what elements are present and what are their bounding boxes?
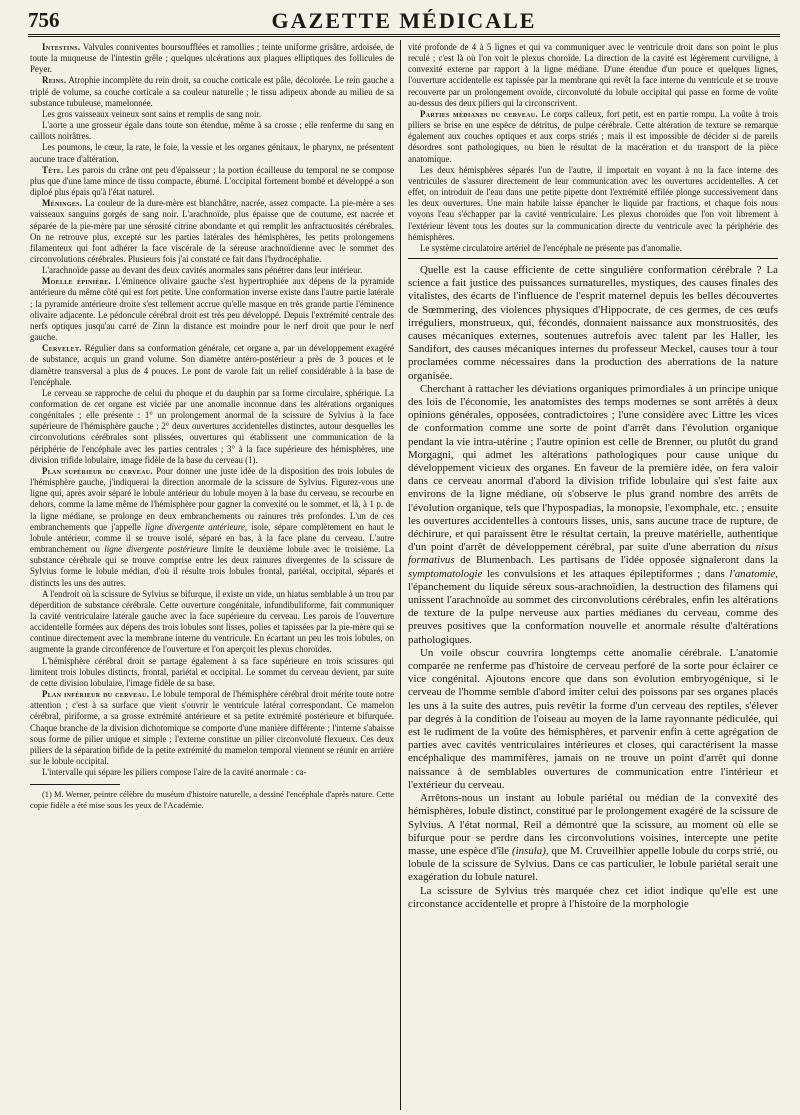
paragraph-text: de Blumenbach. Les partisans de l'idée opposée signaleront dans la [460,554,778,567]
italic-term: nisus formativus [408,541,778,567]
footnote: (1) M. Werner, peintre célèbre du muséum d'histoire naturelle, a dessiné l'encéphale d'après nature. Cette copie fidèle a été mise sous les yeux de l'Académie. [30,790,394,810]
paragraph: Un voile obscur couvrira longtemps cette anomalie cérébrale. L'anatomie comparée ne renferme pas d'histoire de cerveau perforé de la sorte pour éclairer ce vice congénital. Ajoutons encore que dans son évolution embryogénique, si le cerveau de l'homme semble d'abord imiter celui des poissons par ses organes placés les uns à la suite des autres, puis revêtir la forme d'un cerveau des reptiles, s'élever par degrés à la condition de l'oiseau au moyen de la lame rayonnante pédiculée, qui est le rudiment de la voûte des hémisphères, et parvenir enfin à cette agrégation de parties avec cavités ventriculaires intérieures et closes, qui caractérisent la masse encéphalique des mammifères, jamais on ne trouve un point d'arrêt qui donne naissance à de semblables ouvertures de communication entre l'intérieur et l'extérieur du cerveau. [408,646,778,791]
paragraph-text: isole, sépare complètement en haut le lobule antérieur, comme il se trouve isolé, séparé en bas, à la face plane du cerveau. L'autre embranchement ou [30,521,394,555]
italic-term: l'anatomie, [729,567,778,580]
paragraph [30,343,394,388]
journal-title: GAZETTE MÉDICALE [271,8,537,33]
paragraph: A l'endroit où la scissure de Sylvius se bifurque, il existe un vide, un hiatus semblable à un trou par déperdition de substance cérébrale. Cette ouverture congénitale, infundibuliforme, fait communiquer la cavité ventriculaire latérale gauche avec la face supérieure du cerveau. Les parois de l'ouverture accidentelle formées aux dépens des trois lobules sont lisses, polies et tapissées par la pie-mère qui se continue directement avec la membrane interne du ventricule. En écartant un peu les trois lobules, on augmente la grande circonférence de l'ouverture et l'on aperçoit les plexus choroïdes. [30,588,394,655]
paragraph: Les gros vaisseaux veineux sont sains et remplis de sang noir. [42,108,262,119]
italic-term: (insula), [512,844,549,857]
paragraph-text: Valvules conniventes boursoufflées et ramollies ; teinte uniforme grisâtre, ardoisée, de toute la muqueuse de l'intestin grêle ; quelques ulcérations aux plaques elliptiques des follicules de Peyer. [30,42,394,75]
paragraph: L'hémisphère cérébral droit se partage également à sa face supérieure en trois scissures qui limitent trois lobules distincts, frontal, pariétal et occipital. Le sommet du cerveau devient, par suite de cette division lobulaire, l'image fidèle de sa base. [30,655,394,688]
paragraph: vité profonde de 4 à 5 lignes et qui va communiquer avec le ventricule droit dans son point le plus reculé ; c'est là où l'on voit le plexus choroïde. La direction de la cavité est légèrement curviligne, à convexité externe par rapport à la ligne médiane. D'une étendue d'un pouce et quelques lignes, l'ouverture accidentelle est tapissée par la membrane qui revêt la face interne du ventricule et se trouve recouverte par un prolongement ovoïde, circonvoluté du lobule occipital qui passe en forme de voûte au-dessus des deux piliers qui la circonscrivent. [408,42,778,108]
paragraph-text: Les parois du crâne ont peu d'épaisseur ; la portion écailleuse du temporal ne se compose plus que d'une lame mince de tissu compacte, éburné. L'occipital fortement bombé et développé a son diploé plus épais qu'à l'état naturel. [30,164,394,198]
right-column [408,42,778,1112]
paragraph-text: Cherchant à rattacher les déviations organiques primordiales à un principe unique des lois de l'économie, les anatomistes des temps modernes se sont arrêtés à deux opinions générales, opposées, contradictoires ; l'une considère avec Littre les vices de conformation comme une sorte de point d'arrêt dans l'évolution organique pendant la vie intra-utérine ; l'autre opinion est celle de Brenner, ou plutôt du grand Morgagni, qui admet les altérations pathologiques pour cause unique du développement vicieux des organes. En faveur de la première idée, on fera valoir dans ce cerveau anormal d'abord la division trifide lobulaire qui s'est faite aux environs de la ligne médiane, où s'observe le plus grand nombre des arrêts de l'évolution organique, tels que l'hypospadias, la monopsie, l'exomphale, etc. ; ensuite les ouvertures accidentelles à contours lisses, unis, sans aucune trace de rupture, de déchirure, et qui paraissent être le résultat certain, la preuve matérielle, authentique d'un point d'arrêt de développement cérébral, par suite d'une aberration du [408,382,778,554]
paragraph [30,42,394,75]
paragraph-text: L'éminence olivaire gauche s'est hypertrophiée aux dépens de la pyramide antérieure du même côté qui est fort petite. Une conformation inverse existe dans l'autre partie latérale ; la pyramide antérieure droite s'est tellement accrue qu'elle masque en très grande partie l'éminence olivaire adjacente. Le pédoncule cérébral droit est très peu développé. Depuis l'extrémité centrale des nerfs optiques jusqu'au carré de Zinn la distance est moindre pour le nerf droit que pour le nerf gauche. [30,276,394,343]
paragraph-text: Arrêtons-nous un instant au lobule pariétal ou médian de la convexité des hémisphères, lobule distinct, constitué par le prolongement exagéré de la scissure de Sylvius. A l'état normal, Reil a démontré que la scissure, au moment où elle se bifurque pour se perdre dans les circonvolutions voisines, intercepte une petite masse, une espèce d'île [408,792,778,857]
paragraph: Le système circulatoire artériel de l'encéphale ne présente pas d'anomalie. [420,242,682,253]
section-label: Méninges. [42,198,83,209]
section-label: Parties médianes du cerveau. [420,108,538,119]
paragraph-text: les convulsions et les attaques épileptiformes ; dans [487,567,725,580]
paragraph: L'aorte a une grosseur égale dans toute son étendue, même à sa crosse ; elle renferme du sang en caillots noirâtres. [30,120,394,142]
italic-term: ligne divergente antérieure, [145,521,248,532]
section-label: Cervelet. [42,343,82,354]
paragraph-text: que M. Cruveilhier appelle lobule du corps strié, ou lobule de la scissure de Sylvius. Dans ce cas particulier, le lobule pariétal serait une exagération du lobule naturel. [408,844,778,884]
paragraph: L'intervalle qui sépare les piliers compose l'aire de la cavité anormale : ca- [42,767,307,778]
paragraph-text: La couleur de la dure-mère est blanchâtre, nacrée, assez compacte. La pie-mère a ses vaisseaux sanguins gorgés de sang noir. L'arachnoïde, plus épaisse que de coutume, est nacrée et séparée de la pie-mère par une sérosité citrine abondante et qui remplit les anfractuosités cérébrales. On ne retrouve plus, excepté sur les parties latérales des hémisphères, les petits prolongemens filamenteux qui font adhérer la face viscérale de la séreuse arachnoïdienne avec le sommet des circonvolutions cérébrales. Plusieurs fois j'ai constaté ce fait dans l'hydrocéphalie. [30,198,394,264]
header-rule [28,34,780,37]
section-label: Intestins. [42,42,81,52]
section-label: Moelle épinière. [42,276,112,287]
paragraph-text: Le corps calleux, fort petit, est en partie rompu. La voûte à trois piliers se brise en une espèce de détritus, de pulpe cérébrale. Cette altération de texture se remarque également aux couches optiques et aux corps striés ; mais il est impossible de décider si de pareils désordres sont pathologiques, ou bien le résultat de la macération et du transport de la pièce anatomique. [408,108,778,164]
paragraph [408,792,778,884]
paragraph [30,689,394,767]
section-label: Plan inférieur du cerveau. [42,689,150,700]
paragraph: La scissure de Sylvius très marquée chez cet idiot indique qu'elle est une circonstance accidentelle et propre à l'histoire de la morphologie [408,884,778,910]
column-divider [400,40,401,1110]
paragraph [30,75,394,108]
italic-term: ligne divergente postérieure [104,544,208,555]
paragraph: Le cerveau se rapproche de celui du phoque et du dauphin par sa forme circulaire, sphérique. La conformation de cet organe est viciée par une anomalie inconnue dans les altérations organiques congénitales ; elle présente : 1° un prolongement anormal de la scissure de Sylvius à la face supérieure de l'hémisphère gauche ; 2° deux ouvertures accidentelles distinctes, autour desquelles les circonvolutions cérébrales sont plissées, ouvertures qui établissent une communication de la périphérie de l'encéphale avec les parties centrales ; 3° à la face supérieure des hémisphères, une division trifide lobulaire, image fidèle de la base du cerveau (1). [30,387,394,465]
paragraph-text: Atrophie incomplète du rein droit, sa couche corticale est pâle, décolorée. Le rein gauche a triplé de volume, sa couche corticale a sa couleur naturelle ; le tissu adipeux abonde au milieu de sa substance tubuleuse, mamelonnée. [30,75,394,108]
left-column [30,42,394,1112]
paragraph [30,276,394,343]
section-label: Plan supérieur du cerveau. [42,465,153,476]
paragraph: Quelle est la cause efficiente de cette singulière conformation cérébrale ? La science a fait justice des puissances surnaturelles, mystiques, des causes finales des vitalistes, des écarts de l'influence de l'esprit maternel depuis les belles découvertes de Sœmmering, des violences physiques d'Hippocrate, de ces germes, de ces œufs irréguliers, monstrueux, qui, fécondés, donnaient naissance aux monstruosités, des causes mécaniques externes, soutenues autrefois avec talent par les Haller, les Sandifort, des causes mécaniques internes du professeur Meckel, causes tour à tour proclamées comme nécessaires dans la production des aberrations de la nature organisée. [408,263,778,382]
paragraph-text: limite le deuxième lobule avec le troisième. La substance cérébrale qui se trouve comprise entre les deux rainures divergentes de la scissure de Sylvius forme le lobule médian, d'où il résulte trois lobules frontal, pariétal, occipital, séparés et distincts les uns des autres. [30,544,394,588]
paragraph: L'arachnoïde passe au devant des deux cavités anormales sans pénétrer dans leur intérieur. [42,265,363,276]
paragraph: Les poumons, le cœur, la rate, le foie, la vessie et les organes génitaux, le pharynx, ne présentent aucune trace d'altération. [30,142,394,164]
paragraph: Les deux hémisphères séparés l'un de l'autre, il importait en voyant à nu la face interne des ventricules de s'assurer directement de leur communication avec les ouvertures accidentelles. A cet effet, on introduit de l'eau dans une petite pipette dont l'extrémité effilée plonge successivement dans les deux ouvertures. Une main habile laisse épancher le liquide par fractions, et chaque fois nous voyons l'eau s'échapper par la cavité ventriculaire. Les plexus choroïdes que l'on voit librement à l'extérieur lèvent tous les doutes sur la communication directe du ventricule avec la périphérie des hémisphères. [408,164,778,242]
italic-term: symptomatologie [408,567,483,580]
paragraph [30,198,394,265]
paragraph [30,466,394,589]
page-number: 756 [28,8,60,32]
paragraph [408,383,778,647]
paragraph [30,165,394,198]
section-label: Tête. [42,164,64,175]
page-header [28,6,780,36]
paragraph-text: Régulier dans sa conformation générale, cet organe a, par un développement exagéré de substance, acquis un grand volume. Son diamètre antéro-postérieur a près de 3 pouces et le diamètre transversal a plus de 4 pouces. Le pont de varole fait un relief considérable à la base de l'encéphale. [30,343,394,387]
footnote-rule [30,784,120,785]
section-label: Reins. [42,75,67,86]
paragraph [408,109,778,165]
paragraph-text: l'épanchement du liquide séreux sous-arachnoïdien, la destruction des filamens qui unissent l'arachnoïde au sommet des circonvolutions cérébrales, enfin les altérations de texture de la pulpe nerveuse aux parties médianes du cerveau, comme des preuves positives que la conformation nouvelle et anormale résulte d'altérations pathologiques. [408,580,778,646]
paragraph-text: Le lobule temporal de l'hémisphère cérébral droit mérite toute notre attention ; c'est à sa surface que vient s'ouvrir le ventricule latéral correspondant. Ce mamelon cérébral, piriforme, a sa grosse extrémité antérieure et sa petite extrémité postérieure et bifurquée. Chaque branche de la division dichotomique se comporte d'une manière différente ; l'interne s'abaisse sous forme de pilier unique et simple ; l'externe constitue un pilier circonvoluté flexueux. Ces deux piliers de la séparation bifide de la petite extrémité du mamelon temporal viennent se réunir en arrière sur le lobule occipital. [30,689,394,766]
section-rule [408,258,778,259]
paragraph-text: Pour donner une juste idée de la disposition des trois lobules de l'hémisphère gauche, j'indiquerai la direction anormale de la scissure de Sylvius. Figurez-vous une ligne qui, après avoir séparé le lobule antérieur du lobule moyen à la base du cerveau, se recourbe en dehors, comme la lame même de l'hémisphère pour gagner la convexité ou le sommet, et là, à 1 p. de la ligne médiane, se prolonge en deux embranchements ou rainures très profondes. L'un de ces embranchements que j'appelle [30,465,394,532]
